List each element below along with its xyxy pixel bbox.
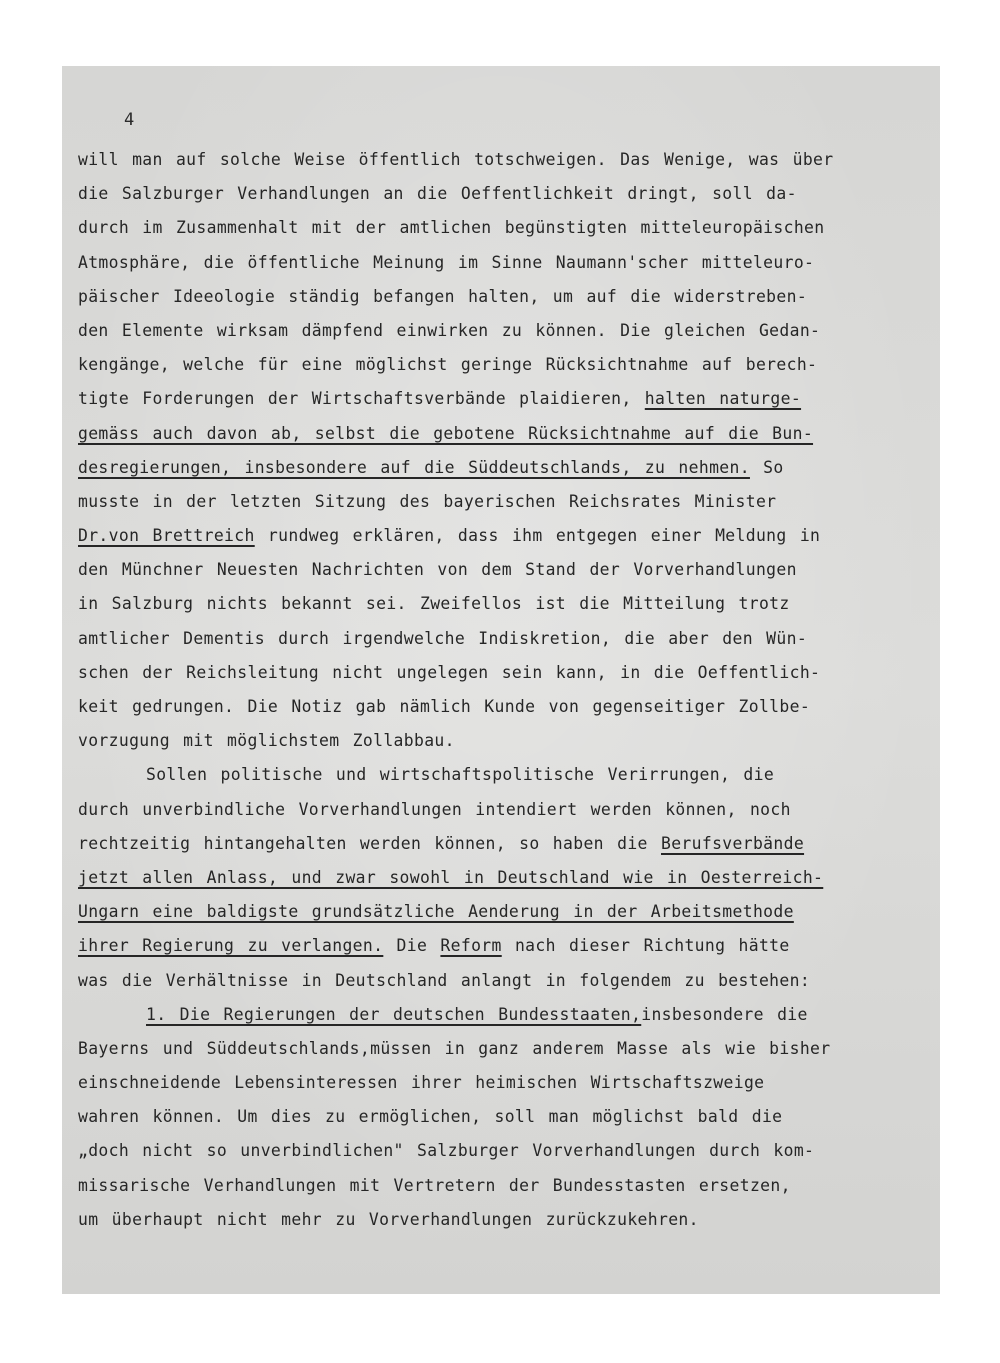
underlined-text: Reform [440, 936, 502, 956]
text-segment: durch im Zusammenhalt mit der amtlichen begünstigten mitteleuropäischen [78, 218, 825, 238]
text-line [78, 1169, 938, 1203]
text-line [78, 964, 938, 998]
text-segment: amtlicher Dementis durch irgendwelche Indiskretion, die aber den Wün- [78, 628, 808, 648]
text-line [78, 929, 938, 963]
text-line [78, 314, 938, 348]
underlined-text: Ungarn eine baldigste grundsätzliche Aenderung in der Arbeitsmethode [78, 902, 794, 922]
text-line [78, 690, 938, 724]
text-segment: Die [383, 936, 441, 956]
text-line [78, 861, 938, 895]
text-line [78, 417, 938, 451]
text-line [78, 1032, 938, 1066]
text-line [78, 519, 938, 553]
text-line [78, 382, 938, 416]
text-segment: rundweg erklären, dass ihm entgegen einer Meldung in [254, 526, 821, 546]
text-line [78, 246, 938, 280]
text-line [78, 1100, 938, 1134]
text-segment: durch unverbindliche Vorverhandlungen intendiert werden können, noch [78, 799, 791, 819]
underlined-text: desregierungen, insbesondere auf die Süddeutschlands, zu nehmen. [78, 457, 750, 477]
underlined-text: Dr.von Brettreich [78, 526, 255, 546]
text-segment: „doch nicht so unverbindlichen" Salzburger Vorverhandlungen durch kom- [78, 1141, 815, 1161]
text-segment: Sollen politische und wirtschaftspolitische Verirrungen, die [146, 765, 775, 785]
text-segment: tigte Forderungen der Wirtschaftsverbände plaidieren, [78, 389, 645, 409]
underlined-text: ihrer Regierung zu verlangen. [78, 936, 384, 956]
text-line [78, 211, 938, 245]
underlined-text: jetzt allen Anlass, und zwar sowohl in Deutschland wie in Oesterreich- [78, 867, 824, 887]
text-line [78, 587, 938, 621]
text-segment: musste in der letzten Sitzung des bayerischen Reichsrates Minister [78, 491, 777, 511]
text-segment: wahren können. Um dies zu ermöglichen, soll man möglichst bald die [78, 1107, 783, 1127]
text-line [78, 1134, 938, 1168]
text-line [78, 622, 938, 656]
text-segment: insbesondere die [641, 1004, 808, 1024]
text-line [78, 656, 938, 690]
text-line [78, 758, 938, 792]
text-line [78, 280, 938, 314]
text-segment: was die Verhältnisse in Deutschland anlangt in folgendem zu bestehen: [78, 970, 811, 990]
underlined-text: 1. Die Regierungen der deutschen Bundesstaaten, [146, 1004, 642, 1024]
page-number: 4 [124, 110, 135, 130]
text-segment: vorzugung mit möglichstem Zollabbau. [78, 731, 455, 751]
text-segment: nach dieser Richtung hätte [501, 936, 790, 956]
text-segment: den Elemente wirksam dämpfend einwirken zu können. Die gleichen Gedan- [78, 320, 821, 340]
text-segment: will man auf solche Weise öffentlich totschweigen. Das Wenige, was über [78, 150, 834, 169]
text-segment: So [749, 457, 784, 477]
text-segment: missarische Verhandlungen mit Vertretern der Bundesstasten ersetzen, [78, 1175, 791, 1195]
text-line [78, 553, 938, 587]
text-segment: in Salzburg nichts bekannt sei. Zweifellos ist die Mitteilung trotz [78, 594, 790, 614]
underlined-text: Berufsverbände [661, 833, 805, 853]
text-line [78, 998, 938, 1032]
text-segment: Bayerns und Süddeutschlands,müssen in ganz anderem Masse als wie bisher [78, 1038, 831, 1058]
underlined-text: halten naturge- [644, 389, 802, 409]
body-text [78, 143, 938, 1237]
text-line [78, 827, 938, 861]
text-line [78, 485, 938, 519]
text-segment: schen der Reichsleitung nicht ungelegen sein kann, in die Oeffentlich- [78, 662, 821, 682]
text-segment: päischer Ideeologie ständig befangen halten, um auf die widerstreben- [78, 286, 808, 306]
text-line [78, 177, 938, 211]
text-line [78, 724, 938, 758]
text-segment: kengänge, welche für eine möglichst geringe Rücksichtnahme auf berech- [78, 355, 818, 375]
text-line [78, 143, 938, 177]
text-line [78, 1066, 938, 1100]
text-line [78, 1203, 938, 1237]
text-segment: den Münchner Neuesten Nachrichten von dem Stand der Vorverhandlungen [78, 560, 797, 580]
text-segment: rechtzeitig hintangehalten werden können, so haben die [78, 833, 661, 853]
text-line [78, 895, 938, 929]
text-segment: keit gedrungen. Die Notiz gab nämlich Kunde von gegenseitiger Zollbe- [78, 697, 811, 716]
text-segment: die Salzburger Verhandlungen an die Oeffentlichkeit dringt, soll da- [78, 184, 797, 204]
text-segment: um überhaupt nicht mehr zu Vorverhandlungen zurückzukehren. [78, 1209, 699, 1229]
text-line [78, 451, 938, 485]
text-line [78, 793, 938, 827]
text-segment: Atmosphäre, die öffentliche Meinung im Sinne Naumann'scher mitteleuro- [78, 252, 815, 272]
text-line [78, 348, 938, 382]
text-segment: einschneidende Lebensinteressen ihrer heimischen Wirtschaftszweige [78, 1073, 765, 1093]
underlined-text: gemäss auch davon ab, selbst die gebotene Rücksichtnahme auf die Bun- [78, 423, 814, 443]
